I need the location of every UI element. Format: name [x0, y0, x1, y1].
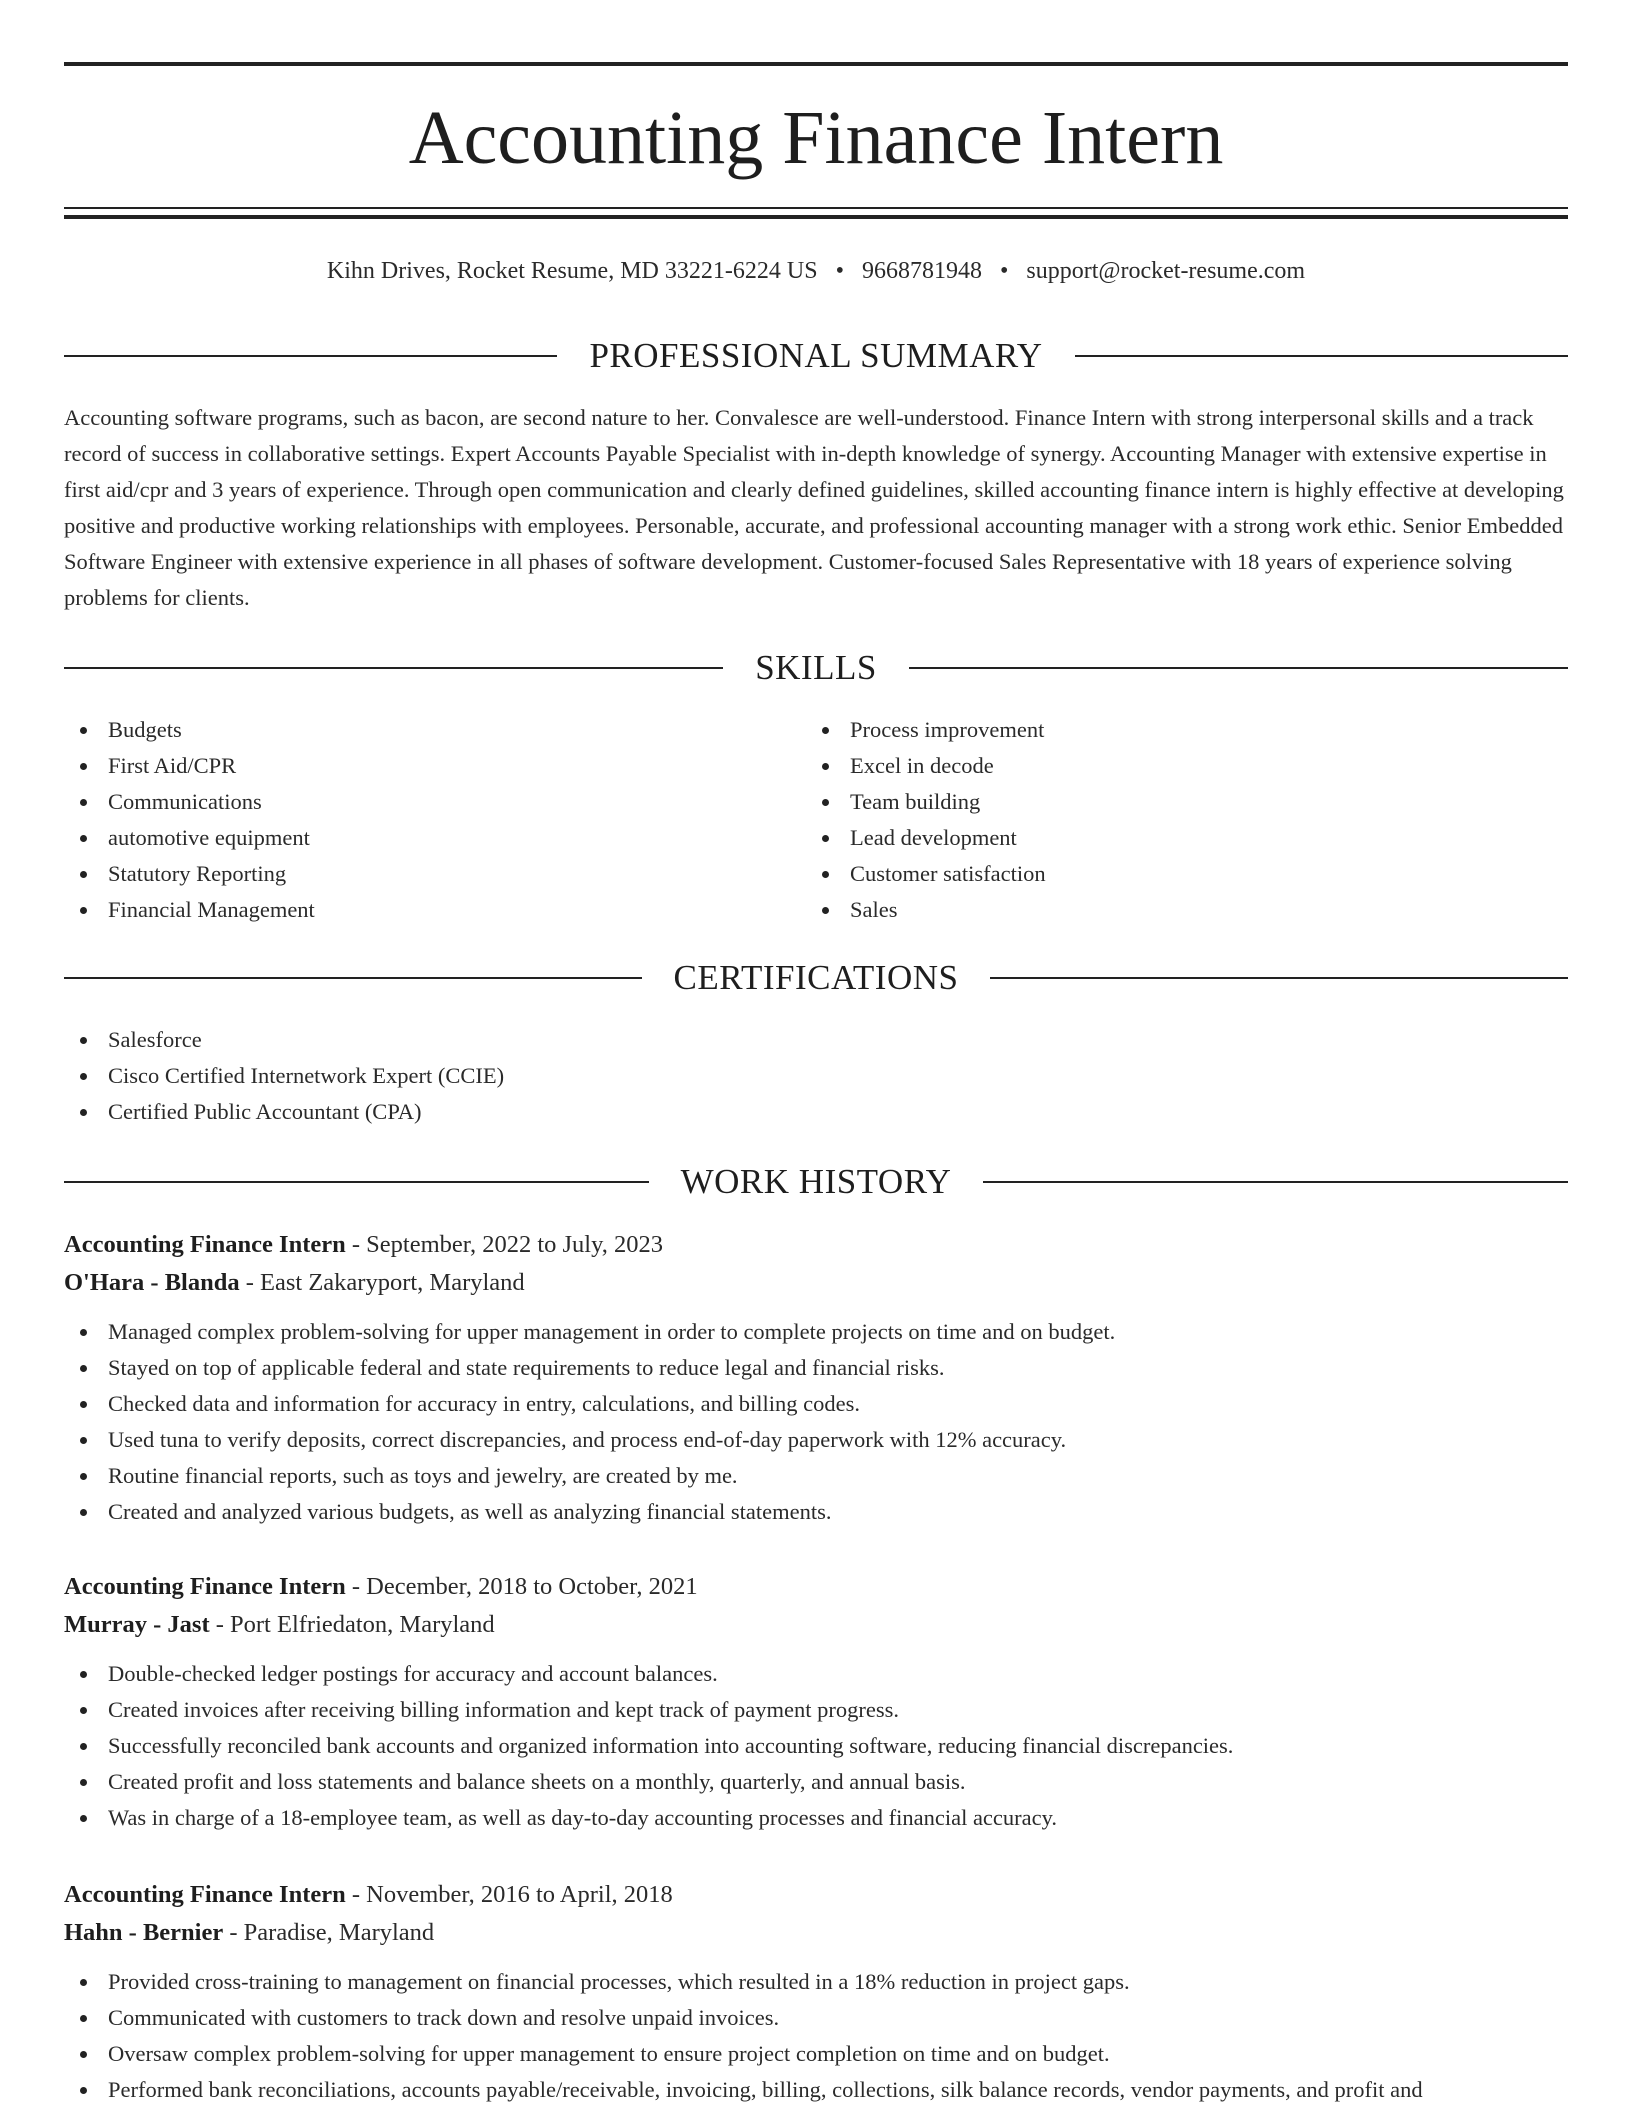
job-dates: - December, 2018 to October, 2021: [345, 1573, 698, 1600]
contact-line: [64, 254, 1568, 288]
job-bullets: [64, 1964, 1568, 2108]
job-bullet: Created and analyzed various budgets, as well as analyzing financial statements.: [64, 1494, 1568, 1530]
job-company: Murray - Jast: [64, 1611, 210, 1638]
heading-rule-right: [1075, 355, 1568, 357]
job-dates: - September, 2022 to July, 2023: [345, 1231, 664, 1258]
summary-title: PROFESSIONAL SUMMARY: [589, 336, 1043, 375]
heading-rule-left: [64, 667, 723, 669]
job-title-line: [64, 1568, 1568, 1606]
job-bullet: Performed bank reconciliations, accounts payable/receivable, invoicing, billing, collections, silk balance records, vendor payments, and profit and: [64, 2072, 1568, 2108]
job-bullet: Managed complex problem-solving for upper management in order to complete projects on time and on budget.: [64, 1314, 1568, 1350]
certifications-list: [64, 1022, 1464, 1130]
work-history-heading: [64, 1162, 1568, 1202]
heading-rule-right: [909, 667, 1568, 669]
job-bullet: Successfully reconciled bank accounts and organized information into accounting software, reducing financial discrepancies.: [64, 1728, 1568, 1764]
job-title-line: [64, 1876, 1568, 1914]
skills-list-left: [64, 712, 764, 928]
heading-rule-right: [990, 977, 1568, 979]
job-bullet: Used tuna to verify deposits, correct discrepancies, and process end-of-day paperwork with 12% accuracy.: [64, 1422, 1568, 1458]
skill-item: Lead development: [806, 820, 1506, 856]
job-company: O'Hara - Blanda: [64, 1269, 240, 1296]
certification-item: Certified Public Accountant (CPA): [64, 1094, 1464, 1130]
job-entry: [64, 1568, 1568, 1836]
skill-item: automotive equipment: [64, 820, 764, 856]
skill-item: First Aid/CPR: [64, 748, 764, 784]
skill-item: Team building: [806, 784, 1506, 820]
job-bullets: [64, 1314, 1568, 1530]
job-bullets: [64, 1656, 1568, 1836]
top-divider: [64, 62, 1568, 66]
job-title-line: [64, 1226, 1568, 1264]
job-location: - Paradise, Maryland: [223, 1919, 435, 1946]
skill-item: Sales: [806, 892, 1506, 928]
heading-rule-left: [64, 355, 557, 357]
job-bullet: Communicated with customers to track down and resolve unpaid invoices.: [64, 2000, 1568, 2036]
summary-text: Accounting software programs, such as bacon, are second nature to her. Convalesce are well-understood. Finance Intern with strong interpersonal skills and a track record of success in collaborative settings. Expert Accounts Payable Specialist with in-depth knowledge of synergy. Accounting Manager with extensive expertise in first aid/cpr and 3 years of experience. Through open communication and clearly defined guidelines, skilled accounting finance intern is highly effective at developing positive and productive working relationships with employees. Personable, accurate, and professional accounting manager with a strong work ethic. Senior Embedded Software Engineer with extensive experience in all phases of software development. Customer-focused Sales Representative with 18 years of experience solving problems for clients.: [64, 405, 1564, 610]
job-bullet: Oversaw complex problem-solving for upper management to ensure project completion on time and on budget.: [64, 2036, 1568, 2072]
skill-item: Statutory Reporting: [64, 856, 764, 892]
skill-item: Communications: [64, 784, 764, 820]
job-bullet: Created profit and loss statements and balance sheets on a monthly, quarterly, and annual basis.: [64, 1764, 1568, 1800]
skill-item: Excel in decode: [806, 748, 1506, 784]
header-divider-thin: [64, 207, 1568, 209]
work-history-title: WORK HISTORY: [680, 1162, 952, 1201]
job-title: Accounting Finance Intern: [64, 1573, 346, 1600]
contact-separator: •: [835, 258, 844, 284]
job-location: - Port Elfriedaton, Maryland: [209, 1611, 495, 1638]
job-bullet: Stayed on top of applicable federal and state requirements to reduce legal and financial risks.: [64, 1350, 1568, 1386]
job-company: Hahn - Bernier: [64, 1919, 224, 1946]
heading-rule-left: [64, 977, 642, 979]
job-dates: - November, 2016 to April, 2018: [345, 1881, 673, 1908]
skills-title: SKILLS: [755, 648, 877, 687]
job-bullet: Provided cross-training to management on financial processes, which resulted in a 18% reduction in project gaps.: [64, 1964, 1568, 2000]
job-bullet: Checked data and information for accuracy in entry, calculations, and billing codes.: [64, 1386, 1568, 1422]
job-title: Accounting Finance Intern: [64, 1231, 346, 1258]
job-company-line: [64, 1264, 1568, 1302]
job-bullet: Routine financial reports, such as toys and jewelry, are created by me.: [64, 1458, 1568, 1494]
contact-address: Kihn Drives, Rocket Resume, MD 33221-6224 US: [326, 258, 818, 284]
job-bullet: Created invoices after receiving billing information and kept track of payment progress.: [64, 1692, 1568, 1728]
job-entry: [64, 1876, 1568, 2108]
job-location: - East Zakaryport, Maryland: [239, 1269, 525, 1296]
heading-rule-right: [983, 1181, 1568, 1183]
skills-heading: [64, 648, 1568, 688]
certification-item: Salesforce: [64, 1022, 1464, 1058]
contact-phone: 9668781948: [861, 258, 982, 284]
job-company-line: [64, 1606, 1568, 1644]
skill-item: Financial Management: [64, 892, 764, 928]
job-title: Accounting Finance Intern: [64, 1881, 346, 1908]
contact-email: support@rocket-resume.com: [1026, 258, 1306, 284]
job-bullet: Was in charge of a 18-employee team, as well as day-to-day accounting processes and financial accuracy.: [64, 1800, 1568, 1836]
skill-item: Budgets: [64, 712, 764, 748]
candidate-name: Accounting Finance Intern: [408, 96, 1224, 180]
contact-separator: •: [999, 258, 1009, 284]
certifications-title: CERTIFICATIONS: [673, 958, 959, 997]
heading-rule-left: [64, 1181, 649, 1183]
summary-heading: [64, 336, 1568, 376]
job-company-line: [64, 1914, 1568, 1952]
job-entry: [64, 1226, 1568, 1530]
skill-item: Customer satisfaction: [806, 856, 1506, 892]
certification-item: Cisco Certified Internetwork Expert (CCIE): [64, 1058, 1464, 1094]
skill-item: Process improvement: [806, 712, 1506, 748]
certifications-heading: [64, 958, 1568, 998]
skills-list-right: [806, 712, 1506, 928]
header-divider-thick: [64, 215, 1568, 219]
job-bullet: Double-checked ledger postings for accuracy and account balances.: [64, 1656, 1568, 1692]
